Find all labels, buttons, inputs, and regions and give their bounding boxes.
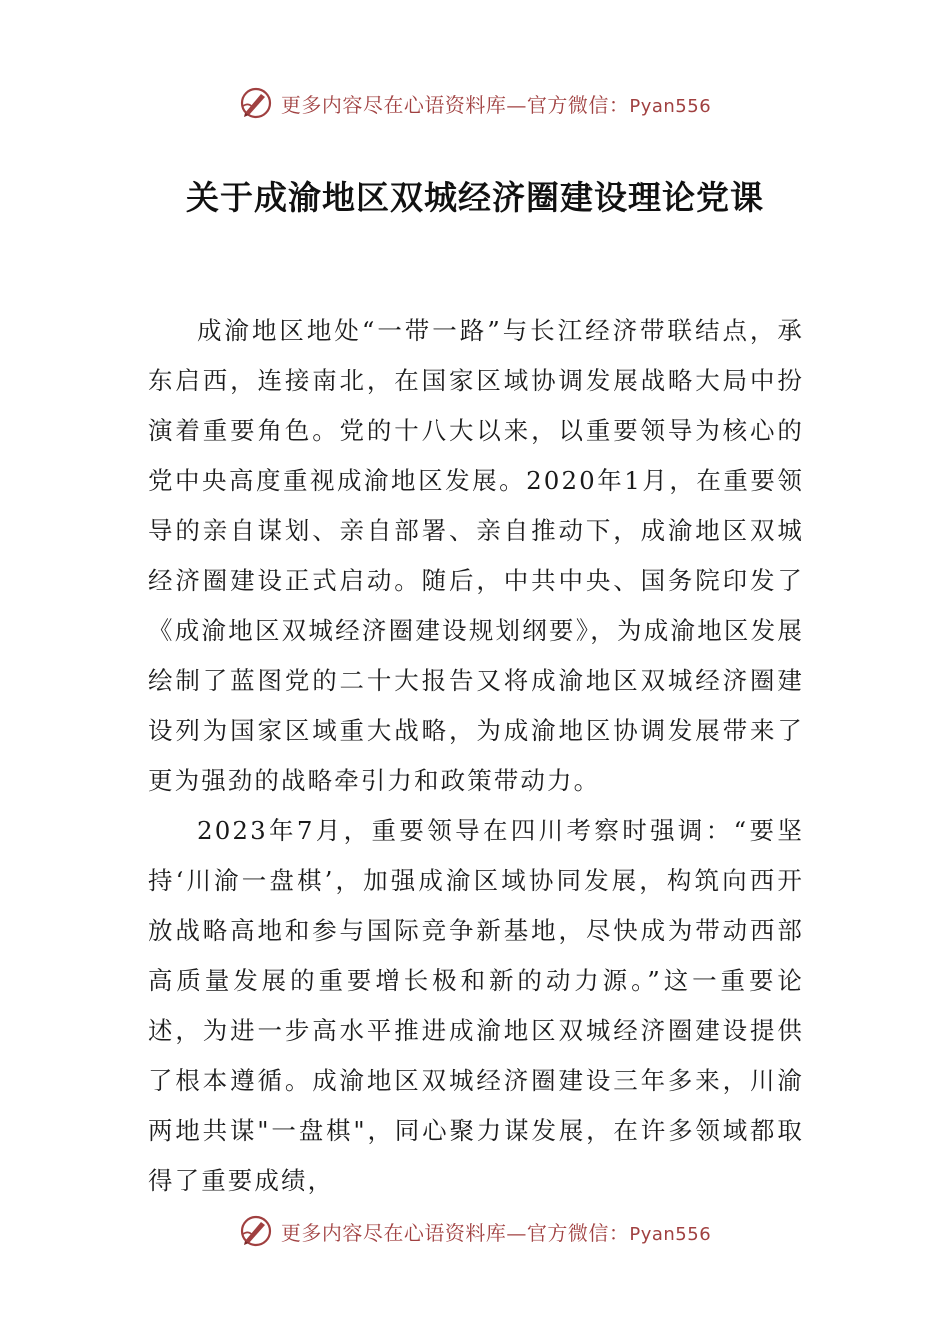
wechat-id: Pyan556 <box>629 1223 712 1245</box>
pen-logo-icon <box>239 1214 273 1248</box>
banner-label: 更多内容尽在心语资料库—官方微信： <box>280 92 630 117</box>
footer-banner <box>0 1211 950 1251</box>
document-body <box>148 306 804 1206</box>
header-banner <box>0 83 950 123</box>
header-banner-text <box>281 89 711 118</box>
paragraph-1: 成渝地区地处“一带一路”与长江经济带联结点，承东启西，连接南北，在国家区域协调发展战略大局中扮演着重要角色。党的十八大以来，以重要领导为核心的党中央高度重视成渝地区发展。2020年1月，在重要领导的亲自谋划、亲自部署、亲自推动下，成渝地区双城经济圈建设正式启动。随后，中共中央、国务院印发了《成渝地区双城经济圈建设规划纲要》，为成渝地区发展绘制了蓝图党的二十大报告又将成渝地区双城经济圈建设列为国家区域重大战略，为成渝地区协调发展带来了更为强劲的战略牵引力和政策带动力。 <box>148 316 804 795</box>
banner-label: 更多内容尽在心语资料库—官方微信： <box>280 1220 630 1245</box>
wechat-id: Pyan556 <box>629 95 712 117</box>
document-title: 关于成渝地区双城经济圈建设理论党课 <box>186 178 764 217</box>
pen-logo-icon <box>239 86 273 120</box>
paragraph-2: 2023年7月，重要领导在四川考察时强调：“要坚持‘川渝一盘棋’，加强成渝区域协同发展，构筑向西开放战略高地和参与国际竞争新基地，尽快成为带动西部高质量发展的重要增长极和新的动力源。”这一重要论述，为进一步高水平推进成渝地区双城经济圈建设提供了根本遵循。成渝地区双城经济圈建设三年多来，川渝两地共谋"一盘棋"，同心聚力谋发展，在许多领域都取得了重要成绩， <box>148 816 804 1195</box>
footer-banner-text <box>281 1217 711 1246</box>
